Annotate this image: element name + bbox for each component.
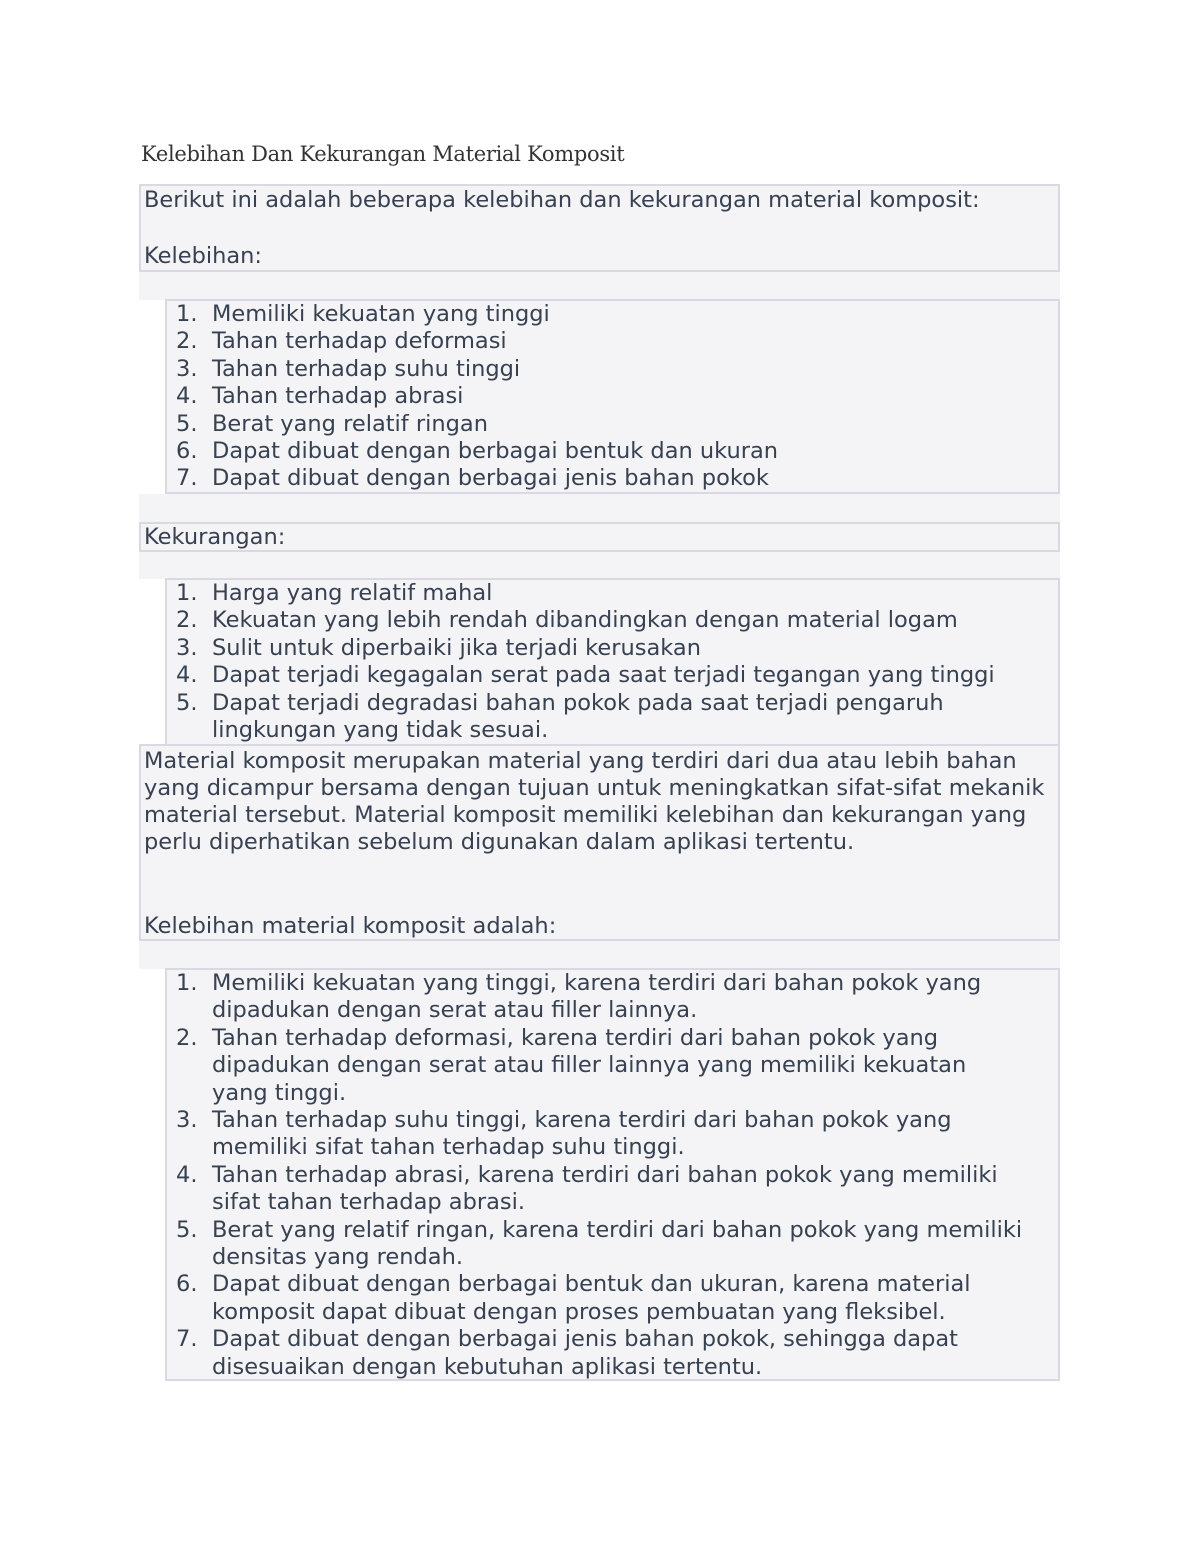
list-item xyxy=(167,690,1058,745)
list-item-text: Dapat dibuat dengan berbagai jenis bahan pokok, sehingga dapat disesuaikan dengan kebutuhan aplikasi tertentu. xyxy=(212,1326,958,1380)
list-item-text: Memiliki kekuatan yang tinggi, karena terdiri dari bahan pokok yang dipadukan dengan serat atau filler lainnya. xyxy=(212,970,982,1024)
list-item-text: Tahan terhadap suhu tinggi xyxy=(212,355,521,382)
list-item-number: 5. xyxy=(176,410,198,437)
list-item xyxy=(167,580,1058,607)
list-item-number: 3. xyxy=(176,634,198,661)
list-item-number: 1. xyxy=(176,301,198,327)
list-item-text: Memiliki kekuatan yang tinggi xyxy=(212,301,550,327)
kelebihan-list-box xyxy=(165,299,1060,494)
kelebihan-list xyxy=(167,301,778,493)
list-item-number: 6. xyxy=(176,438,198,465)
list-item-number: 5. xyxy=(176,1216,198,1243)
list-item xyxy=(167,438,778,465)
list-item xyxy=(167,1025,1027,1107)
list-item-number: 3. xyxy=(176,1107,198,1134)
detail-heading: Kelebihan material komposit adalah: xyxy=(144,913,557,939)
list-item-text: Dapat dibuat dengan berbagai bentuk dan ukuran, karena material komposit dapat dibuat dengan proses pembuatan yang fleksibel. xyxy=(212,1271,971,1325)
list-item xyxy=(167,411,778,438)
kekurangan-list xyxy=(167,580,1058,744)
list-item xyxy=(167,465,778,492)
list-item-number: 5. xyxy=(176,689,198,716)
list-item-number: 2. xyxy=(176,1024,198,1051)
kekurangan-heading-box xyxy=(139,522,1060,552)
kekurangan-heading: Kekurangan: xyxy=(144,524,286,550)
intro-text: Berikut ini adalah beberapa kelebihan dan kekurangan material komposit: xyxy=(144,187,980,213)
list-item-number: 7. xyxy=(176,465,198,492)
list-item xyxy=(167,970,1027,1025)
list-item xyxy=(167,356,778,383)
list-item-text: Dapat dibuat dengan berbagai bentuk dan ukuran xyxy=(212,438,779,465)
kelebihan-heading: Kelebihan: xyxy=(144,243,262,269)
list-item-number: 4. xyxy=(176,383,198,410)
list-item-number: 4. xyxy=(176,662,198,689)
list-item-text: Berat yang relatif ringan xyxy=(212,410,488,437)
list-item-text: Tahan terhadap abrasi, karena terdiri dari bahan pokok yang memiliki sifat tahan terhadap abrasi. xyxy=(212,1161,998,1216)
list-item-number: 3. xyxy=(176,355,198,382)
list-item xyxy=(167,1107,1027,1162)
list-item-number: 6. xyxy=(176,1271,198,1298)
list-item xyxy=(167,607,1058,634)
list-item xyxy=(167,1162,1027,1217)
spacer-strip xyxy=(139,941,1060,969)
summary-text: Material komposit merupakan material yang terdiri dari dua atau lebih bahan yang dicampur bersama dengan tujuan untuk meningkatkan sifat-sifat mekanik material tersebut. Material komposit memiliki kelebihan dan kekurangan yang perlu diperhatikan sebelum digunakan dalam aplikasi tertentu. xyxy=(144,748,1045,855)
list-item-text: Berat yang relatif ringan, karena terdiri dari bahan pokok yang memiliki densitas yang rendah. xyxy=(212,1216,1023,1271)
list-item-number: 7. xyxy=(176,1326,198,1353)
list-item-text: Dapat terjadi degradasi bahan pokok pada saat terjadi pengaruh lingkungan yang tidak sesuai. xyxy=(212,689,944,744)
list-item-text: Tahan terhadap suhu tinggi, karena terdiri dari bahan pokok yang memiliki sifat tahan terhadap suhu tinggi. xyxy=(212,1107,952,1161)
list-item-number: 4. xyxy=(176,1161,198,1188)
list-item-number: 1. xyxy=(176,970,198,996)
list-item xyxy=(167,662,1058,689)
list-item xyxy=(167,301,778,328)
detail-list-box xyxy=(165,968,1060,1381)
spacer-strip xyxy=(139,494,1060,522)
list-item-text: Tahan terhadap abrasi xyxy=(212,383,464,410)
list-item-text: Kekuatan yang lebih rendah dibandingkan dengan material logam xyxy=(212,607,958,634)
list-item xyxy=(167,1326,1027,1381)
list-item-text: Dapat dibuat dengan berbagai jenis bahan pokok xyxy=(212,465,769,492)
spacer-strip xyxy=(139,272,1060,300)
page-title: Kelebihan Dan Kekurangan Material Komposit xyxy=(141,142,625,166)
list-item xyxy=(167,1217,1027,1272)
detail-list xyxy=(167,970,1027,1381)
list-item-text: Harga yang relatif mahal xyxy=(212,580,493,606)
kekurangan-list-box xyxy=(165,578,1060,746)
list-item-text: Dapat terjadi kegagalan serat pada saat terjadi tegangan yang tinggi xyxy=(212,662,995,689)
list-item xyxy=(167,1271,1027,1326)
list-item-number: 2. xyxy=(176,607,198,634)
list-item-number: 2. xyxy=(176,328,198,355)
list-item-number: 1. xyxy=(176,580,198,606)
list-item xyxy=(167,328,778,355)
intro-box xyxy=(139,184,1060,272)
list-item-text: Tahan terhadap deformasi xyxy=(212,328,507,355)
list-item-text: Tahan terhadap deformasi, karena terdiri dari bahan pokok yang dipadukan dengan serat atau filler lainnya yang memiliki kekuatan yang tinggi. xyxy=(212,1024,967,1106)
list-item-text: Sulit untuk diperbaiki jika terjadi kerusakan xyxy=(212,634,701,661)
list-item xyxy=(167,635,1058,662)
summary-box xyxy=(139,744,1060,941)
list-item xyxy=(167,383,778,410)
spacer-strip xyxy=(139,552,1060,579)
